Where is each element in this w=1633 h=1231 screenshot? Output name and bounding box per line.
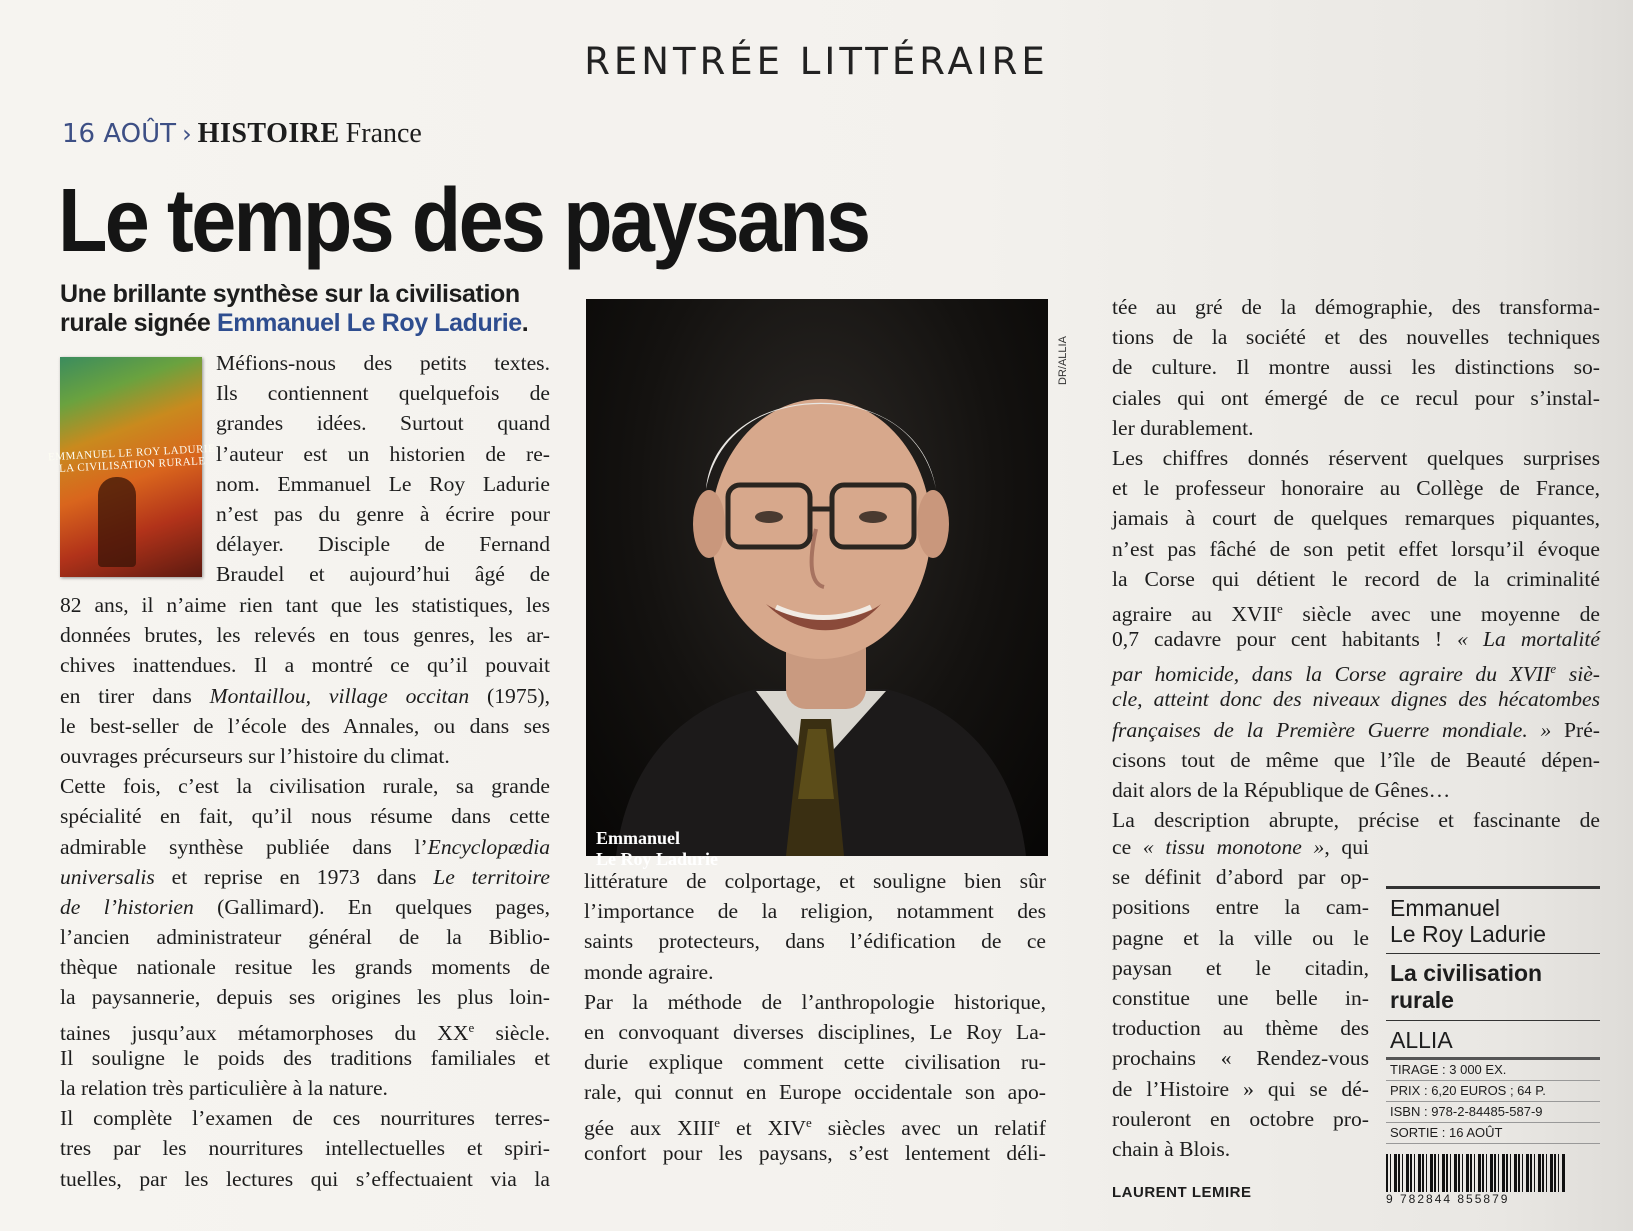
- text-run: agraire au XVII: [1112, 602, 1277, 627]
- book-infobox: [1386, 886, 1600, 1206]
- text-line: [1112, 594, 1600, 627]
- quote-run: siè-: [1568, 662, 1600, 687]
- text-line: positions entre la cam-: [1112, 895, 1369, 920]
- text-line: prochains « Rendez-vous: [1112, 1046, 1369, 1071]
- text-run: siècle avec une moyenne de: [1302, 602, 1600, 627]
- text-run: et XIV: [736, 1115, 806, 1140]
- photo-caption: [596, 828, 718, 870]
- text-line: de l’Histoire » qui se dé-: [1112, 1076, 1369, 1101]
- text-line: Il souligne le poids des traditions familiales et: [60, 1045, 550, 1070]
- text-line: délayer. Disciple de Fernand: [216, 532, 550, 557]
- text-line: cisons tout de même que l’île de Beauté dépen-: [1112, 747, 1600, 772]
- text-line: se définit d’abord par op-: [1112, 865, 1369, 890]
- text-line: rouleront en octobre pro-: [1112, 1106, 1369, 1131]
- infobox-title: La civilisation rurale: [1386, 954, 1600, 1021]
- text-run: siècle.: [495, 1020, 551, 1045]
- text-line: la Corse qui détient le record de la criminalité: [1112, 566, 1600, 591]
- text-line: l’ancien administrateur général de la Biblio-: [60, 925, 550, 950]
- text-line: tres par les nourritures intellectuelles et spiri-: [60, 1136, 550, 1161]
- text-line: ler durablement.: [1112, 415, 1254, 440]
- text-run: et reprise en 1973 dans: [171, 864, 417, 889]
- text-run: ce: [1112, 835, 1132, 859]
- text-line: de culture. Il montre aussi les distinctions so-: [1112, 355, 1600, 380]
- text-line: [1112, 832, 1369, 862]
- text-run: Pré-: [1564, 717, 1600, 742]
- text-line: la relation très particulière à la nature.: [60, 1076, 388, 1100]
- text-line: spécialité en fait, qu’il nous résume dans cette: [60, 804, 550, 829]
- deck-text: Une brillante synthèse sur la civilisation rurale signée: [60, 280, 520, 337]
- bleed-through: [1130, 170, 1147, 239]
- cover-figure: [98, 477, 136, 567]
- text-line: pagne et la ville ou le: [1112, 925, 1369, 950]
- text-line: tée au gré de la démographie, des transforma-: [1112, 295, 1600, 319]
- text-line: jamais à court de quelques remarques piquantes,: [1112, 506, 1600, 531]
- text-line: l’importance de la religion, notamment des: [584, 899, 1046, 924]
- superscript: e: [1277, 600, 1283, 616]
- book-cover-image: [47, 357, 216, 577]
- body-column-1a: [216, 348, 550, 590]
- row-value: 3 000 EX.: [1449, 1062, 1507, 1077]
- book-cover-text: EMMANUEL LE ROY LADURIE LA CIVILISATION RURALE: [47, 442, 216, 475]
- deck-author: Emmanuel Le Roy Ladurie: [216, 309, 522, 337]
- deck: [60, 280, 580, 338]
- text-line: littérature de colportage, et souligne bien sûr: [584, 869, 1046, 893]
- title-territoire: Le territoire: [433, 864, 550, 889]
- row-label: SORTIE :: [1390, 1125, 1446, 1140]
- text-line: [60, 862, 550, 892]
- text-run: 0,7 cadavre pour cent habitants !: [1112, 627, 1443, 652]
- text-line: ouvrages précurseurs sur l’histoire du climat.: [60, 743, 450, 768]
- text-run: , qui: [1324, 835, 1369, 859]
- infobox-row-isbn: [1386, 1102, 1600, 1123]
- text-line: [584, 1108, 1046, 1138]
- text-line: 82 ans, il n’aime rien tant que les statistiques, les: [60, 593, 550, 617]
- text-line: ciales qui ont émergé de ce recul pour s’instal-: [1112, 385, 1600, 410]
- superscript: e: [714, 1114, 721, 1130]
- text-line: Braudel et aujourd’hui âgé de: [216, 562, 550, 587]
- row-value: 16 AOÛT: [1449, 1125, 1503, 1140]
- text-run: (Gallimard). En quelques pages,: [217, 894, 550, 919]
- row-value: 6,20 EUROS ; 64 P.: [1431, 1083, 1546, 1098]
- text-line: n’est pas fâché de son petit effet lorsqu’il évoque: [1112, 536, 1600, 561]
- author-byline: LAURENT LEMIRE: [1112, 1184, 1252, 1201]
- text-run: taines jusqu’aux métamorphoses du XX: [60, 1020, 469, 1045]
- text-line: [60, 892, 550, 922]
- text-line: nom. Emmanuel Le Roy Ladurie: [216, 471, 550, 496]
- infobox-row-tirage: [1386, 1060, 1600, 1081]
- row-label: PRIX :: [1390, 1083, 1428, 1098]
- caption-line: Emmanuel: [596, 828, 681, 848]
- text-line: chain à Blois.: [1112, 1136, 1231, 1161]
- barcode-icon: [1386, 1154, 1566, 1192]
- title-encyclopaedia: Encyclopædia: [427, 834, 550, 859]
- text-line: la paysannerie, depuis ses origines les plus loin-: [60, 985, 550, 1010]
- text-run: siècles avec un relatif: [827, 1115, 1046, 1140]
- title-universalis: universalis: [60, 864, 155, 889]
- text-line: Il complète l’examen de ces nourritures terres-: [60, 1106, 550, 1131]
- quote-run: cle, atteint donc des niveaux dignes des hécatombes: [1112, 687, 1600, 712]
- text-run: admirable synthèse publiée dans l’: [60, 834, 428, 859]
- text-line: confort pour les paysans, s’est lentement déli-: [584, 1140, 1046, 1165]
- kicker-separator: ›: [182, 120, 192, 148]
- text-line: [60, 681, 550, 711]
- caption-line: Le Roy Ladurie: [596, 849, 719, 869]
- text-line: monde agraire.: [584, 959, 714, 984]
- text-line: [1112, 684, 1600, 714]
- text-line: le best-seller de l’école des Annales, ou dans ses: [60, 713, 550, 738]
- text-line: tuelles, par les lectures qui s’effectuaient via la: [60, 1166, 550, 1191]
- barcode-number: 9 782844 855879: [1386, 1192, 1510, 1206]
- infobox-publisher: ALLIA: [1386, 1021, 1600, 1060]
- text-line: en convoquant diverses disciplines, Le Roy La-: [584, 1019, 1046, 1044]
- text-line: constitue une belle in-: [1112, 985, 1369, 1010]
- text-line: chives inattendues. Il a montré ce qu’il pouvait: [60, 653, 550, 678]
- deck-end: .: [521, 309, 529, 337]
- photo-credit: DR/ALLIA: [1057, 336, 1069, 385]
- text-line: dait alors de la République de Gênes…: [1112, 778, 1451, 802]
- text-line: [1112, 624, 1600, 654]
- portrait-illustration: [586, 299, 1048, 856]
- infobox-author-line: Le Roy Ladurie: [1390, 921, 1546, 947]
- headline: Le temps des paysans: [58, 171, 869, 271]
- text-line: durie explique comment cette civilisation ru-: [584, 1050, 1046, 1075]
- text-line: saints protecteurs, dans l’édification de ce: [584, 929, 1046, 954]
- text-line: troduction au thème des: [1112, 1016, 1369, 1041]
- text-run: en tirer dans: [60, 683, 192, 708]
- quote-run: « tissu monotone »: [1142, 835, 1325, 859]
- text-line: et le professeur honoraire au Collège de France,: [1112, 476, 1600, 501]
- quote-run: « La mortalité: [1457, 627, 1600, 652]
- text-run: (1975),: [487, 683, 550, 708]
- text-line: thèque nationale resitue les grands moments de: [60, 955, 550, 980]
- text-line: [1112, 715, 1600, 745]
- superscript: e: [806, 1114, 812, 1130]
- superscript: e: [1550, 661, 1557, 677]
- quote-run: françaises de la Première Guerre mondiale. »: [1112, 717, 1552, 742]
- row-value: 978-2-84485-587-9: [1431, 1104, 1543, 1119]
- text-line: Cette fois, c’est la civilisation rurale, sa grande: [60, 774, 550, 799]
- infobox-row-prix: [1386, 1081, 1600, 1102]
- text-line: [60, 1013, 550, 1043]
- infobox-author: [1386, 886, 1600, 954]
- body-column-3b: [1112, 832, 1369, 1164]
- text-line: Les chiffres donnés réservent quelques surprises: [1112, 445, 1600, 470]
- text-run: gée aux XIII: [584, 1115, 715, 1140]
- text-line: données brutes, les relevés en tous genres, les ar-: [60, 623, 550, 648]
- text-line: n’est pas du genre à écrire pour: [216, 501, 550, 526]
- text-line: Méfions-nous des petits textes.: [216, 351, 550, 375]
- text-line: tions de la société et des nouvelles techniques: [1112, 325, 1600, 350]
- author-photo: [586, 299, 1048, 856]
- text-line: [60, 832, 550, 862]
- body-column-3a: [1112, 292, 1600, 835]
- kicker: [62, 118, 422, 150]
- quote-run: par homicide, dans la Corse agraire du XVII: [1112, 662, 1551, 687]
- text-line: Par la méthode de l’anthropologie historique,: [584, 989, 1046, 1014]
- row-label: ISBN :: [1390, 1104, 1428, 1119]
- text-line: rale, qui connut en Europe occidentale son apo-: [584, 1080, 1046, 1105]
- kicker-region: France: [345, 118, 422, 149]
- section-header: RENTRÉE LITTÉRAIRE: [584, 40, 1049, 83]
- text-line: l’auteur est un historien de re-: [216, 441, 550, 466]
- kicker-category: HISTOIRE: [197, 118, 340, 149]
- infobox-author-line: Emmanuel: [1390, 895, 1500, 921]
- book-title-montaillou: Montaillou, village occitan: [209, 683, 470, 708]
- text-line: grandes idées. Surtout quand: [216, 411, 550, 436]
- text-line: [1112, 654, 1600, 687]
- body-column-2: [584, 866, 1046, 1168]
- title-historien: de l’historien: [60, 894, 194, 919]
- infobox-row-sortie: [1386, 1123, 1600, 1144]
- text-line: Ils contiennent quelquefois de: [216, 381, 550, 406]
- kicker-date: 16 AOÛT: [62, 119, 177, 149]
- text-line: paysan et le citadin,: [1112, 955, 1369, 980]
- row-label: TIRAGE :: [1390, 1062, 1446, 1077]
- superscript: e: [468, 1019, 475, 1035]
- text-line: La description abrupte, précise et fascinante de: [1112, 808, 1600, 833]
- body-column-1b: [60, 590, 550, 1194]
